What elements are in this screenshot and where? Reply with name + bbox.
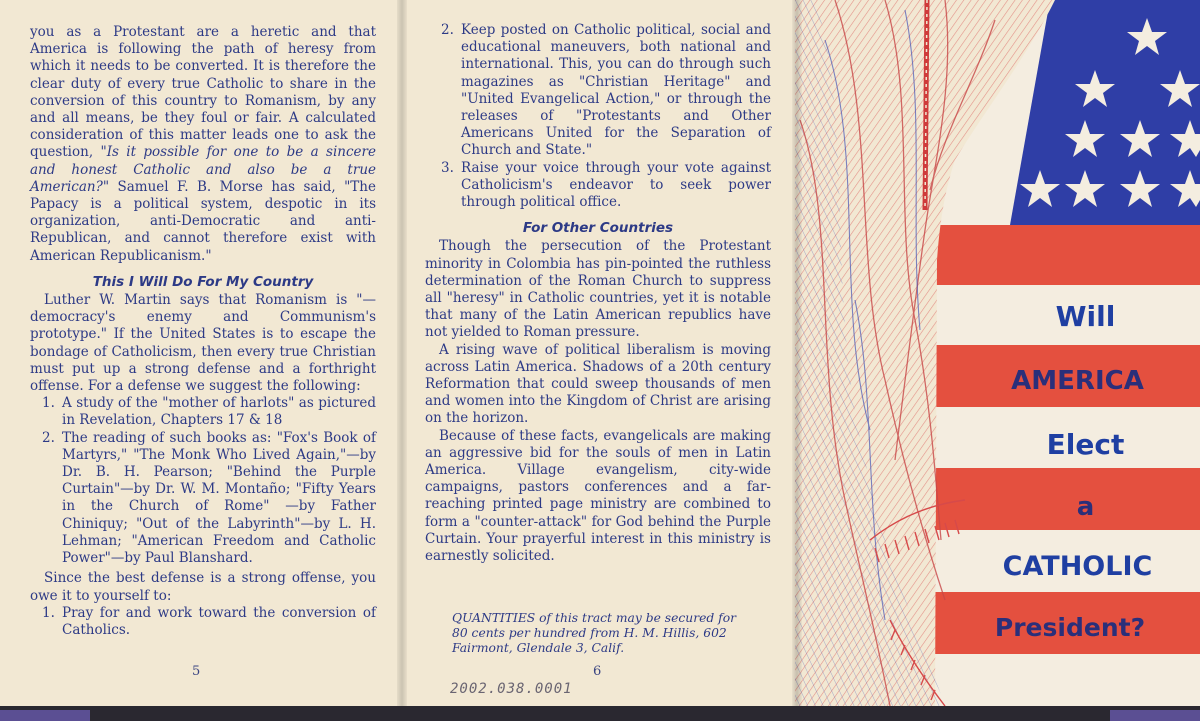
heading-other-countries: For Other Countries: [522, 220, 674, 237]
fold-line: [792, 0, 802, 706]
list-item: 1. Pray for and work toward the conversion of Catholics.: [42, 604, 376, 638]
bottom-accent: [1110, 710, 1200, 721]
catalog-number: 2002.038.0001: [450, 681, 573, 697]
quantities-note: QUANTITIES of this tract may be secured for 80 cents per hundred from H. M. Hillis, 602 Fairmont, Glendale 3, Calif.: [452, 611, 736, 655]
page-5-paragraph-1: Luther W. Martin says that Romanism is "—democracy's enemy and Communism's prototype." If the United States is to escape the bondage of Catholicism, then every true Christian must put up a strong defense and a forthright offense. For a defense we suggest the following:: [30, 292, 376, 395]
list-item: 2. The reading of such books as: "Fox's Book of Martyrs," "The Monk Who Lived Again,"—by Dr. B. H. Pearson; "Behind the Purple Curtain"—by Dr. W. M. Montaño; "Fifty Years in the Church of Rome" —by Father Chiniquy; "Out of the Labyrinth"—by L. H. Lehman; "American Freedom and Catholic Power"—by Paul Blanshard.: [42, 429, 376, 567]
cover-panel: [795, 0, 1200, 706]
page-number-5: 5: [192, 664, 201, 679]
cover-title-elect: Elect: [1046, 428, 1125, 461]
defense-list: [30, 395, 376, 567]
page-number-6: 6: [593, 664, 602, 679]
cover-illustration: [795, 0, 1200, 706]
offense-list-continued: [425, 22, 771, 211]
cover-title-a: a: [1076, 492, 1095, 522]
page-6-column: [425, 22, 771, 565]
list-item: 3. Raise your voice through your vote against Catholicism's endeavor to seek power through political office.: [441, 159, 771, 211]
cover-title-will: Will: [1055, 300, 1116, 333]
list-item: 1. A study of the "mother of harlots" as pictured in Revelation, Chapters 17 & 18: [42, 395, 376, 429]
bottom-accent: [0, 710, 90, 721]
page-5-intro: you as a Protestant are a heretic and that America is following the path of heresy from which it needs to be converted. It is therefore the clear duty of every true Catholic to share in the conversion of this country to Romanism, by any and all means, be they foul or fair. A calculated consideration of this matter leads one to ask the question, "Is it possible for one to be a sincere and honest Catholic and also be a true American?" Samuel F. B. Morse has said, "The Papacy is a political system, despotic in its organization, anti-Democratic and anti-Republican, and cannot therefore exist with American Republicanism.": [30, 24, 376, 264]
page-6-paragraph-3: Because of these facts, evangelicals are making an aggressive bid for the souls of men in Latin America. Village evangelism, city-wide campaigns, pastors conferences and a far-reaching printed page ministry are combined to form a "counter-attack" for God behind the Purple Curtain. Your prayerful interest in this ministry is earnestly solicited.: [425, 427, 771, 565]
cover-title-america: AMERICA: [1011, 366, 1144, 396]
intro-quote: "Is it possible for one to be a sincere and honest Catholic and also be a true American?": [30, 144, 376, 195]
cover-title-president: President?: [994, 613, 1146, 642]
page-6-paragraph-1: Though the persecution of the Protestant minority in Colombia has pin-pointed the ruthless determination of the Roman Church to suppress all "heresy" in Catholic countries, yet it is notable that many of the Latin American republics have not yielded to Roman pressure.: [425, 238, 771, 341]
fold-line: [397, 0, 407, 706]
heading-my-country: This I Will Do For My Country: [92, 273, 314, 290]
cover-title-catholic: CATHOLIC: [1002, 551, 1153, 582]
list-item: 2. Keep posted on Catholic political, social and educational maneuvers, both national and international. This, you can do through such magazines as "Christian Heritage" and "United Evangelical Action," or through the releases of "Protestants and Other Americans United for the Separation of Church and State.": [441, 22, 771, 159]
offense-list: [30, 605, 376, 639]
page-6-paragraph-2: A rising wave of political liberalism is moving across Latin America. Shadows of a 20th century Reformation that could sweep thousands of men and women into the Kingdom of Christ are arising on the horizon.: [425, 341, 771, 427]
bottom-strip: [0, 706, 1200, 721]
page-5-paragraph-2: Since the best defense is a strong offense, you owe it to yourself to:: [30, 570, 376, 604]
page-5-column: [30, 24, 376, 639]
